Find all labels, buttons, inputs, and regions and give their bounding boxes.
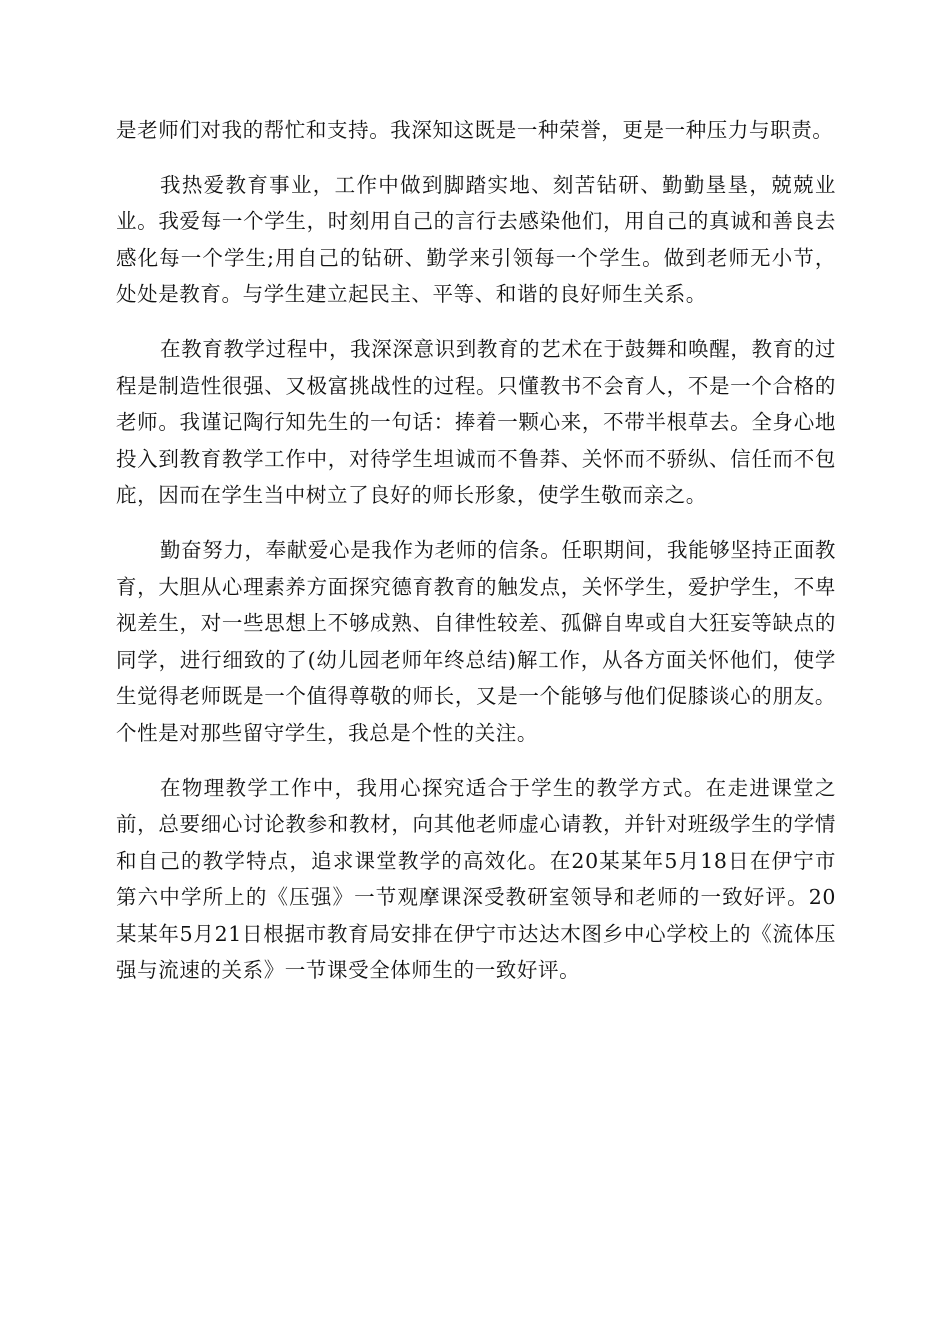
paragraph-student-care: 勤奋努力，奉献爱心是我作为老师的信条。任职期间，我能够坚持正面教育，大胆从心理素养方面探究德育教育的触发点，关怀学生，爱护学生，不卑视差生，对一些思想上不够成熟、自律性较差、孤僻自卑或自大狂妄等缺点的同学，进行细致的了(幼儿园老师年终总结)解工作，从各方面关怀他们，使学生觉得老师既是一个值得尊敬的师长，又是一个能够与他们促膝谈心的朋友。个性是对那些留守学生，我总是个性的关注。 bbox=[116, 537, 836, 745]
document-body bbox=[116, 112, 836, 1007]
paragraph-dedication: 我热爱教育事业，工作中做到脚踏实地、刻苦钻研、勤勤垦垦，兢兢业业。我爱每一个学生，时刻用自己的言行去感染他们，用自己的真诚和善良去感化每一个学生;用自己的钻研、勤学来引领每一个学生。做到老师无小节，处处是教育。与学生建立起民主、平等、和谐的良好师生关系。 bbox=[116, 172, 836, 307]
paragraph-physics-teaching: 在物理教学工作中，我用心探究适合于学生的教学方式。在走进课堂之前，总要细心讨论教参和教材，向其他老师虚心请教，并针对班级学生的学情和自己的教学特点，追求课堂教学的高效化。在20某某年5月18日在伊宁市第六中学所上的《压强》一节观摩课深受教研室领导和老师的一致好评。20某某年5月21日根据市教育局安排在伊宁市达达木图乡中心学校上的《流体压强与流速的关系》一节课受全体师生的一致好评。 bbox=[116, 775, 836, 983]
paragraph-continuation: 是老师们对我的帮忙和支持。我深知这既是一种荣誉，更是一种压力与职责。 bbox=[116, 118, 834, 142]
paragraph-teaching-art: 在教育教学过程中，我深深意识到教育的艺术在于鼓舞和唤醒，教育的过程是制造性很强、又极富挑战性的过程。只懂教书不会育人，不是一个合格的老师。我谨记陶行知先生的一句话：捧着一颗心来，不带半根草去。全身心地投入到教育教学工作中，对待学生坦诚而不鲁莽、关怀而不骄纵、信任而不包庇，因而在学生当中树立了良好的师长形象，使学生敬而亲之。 bbox=[116, 336, 836, 508]
